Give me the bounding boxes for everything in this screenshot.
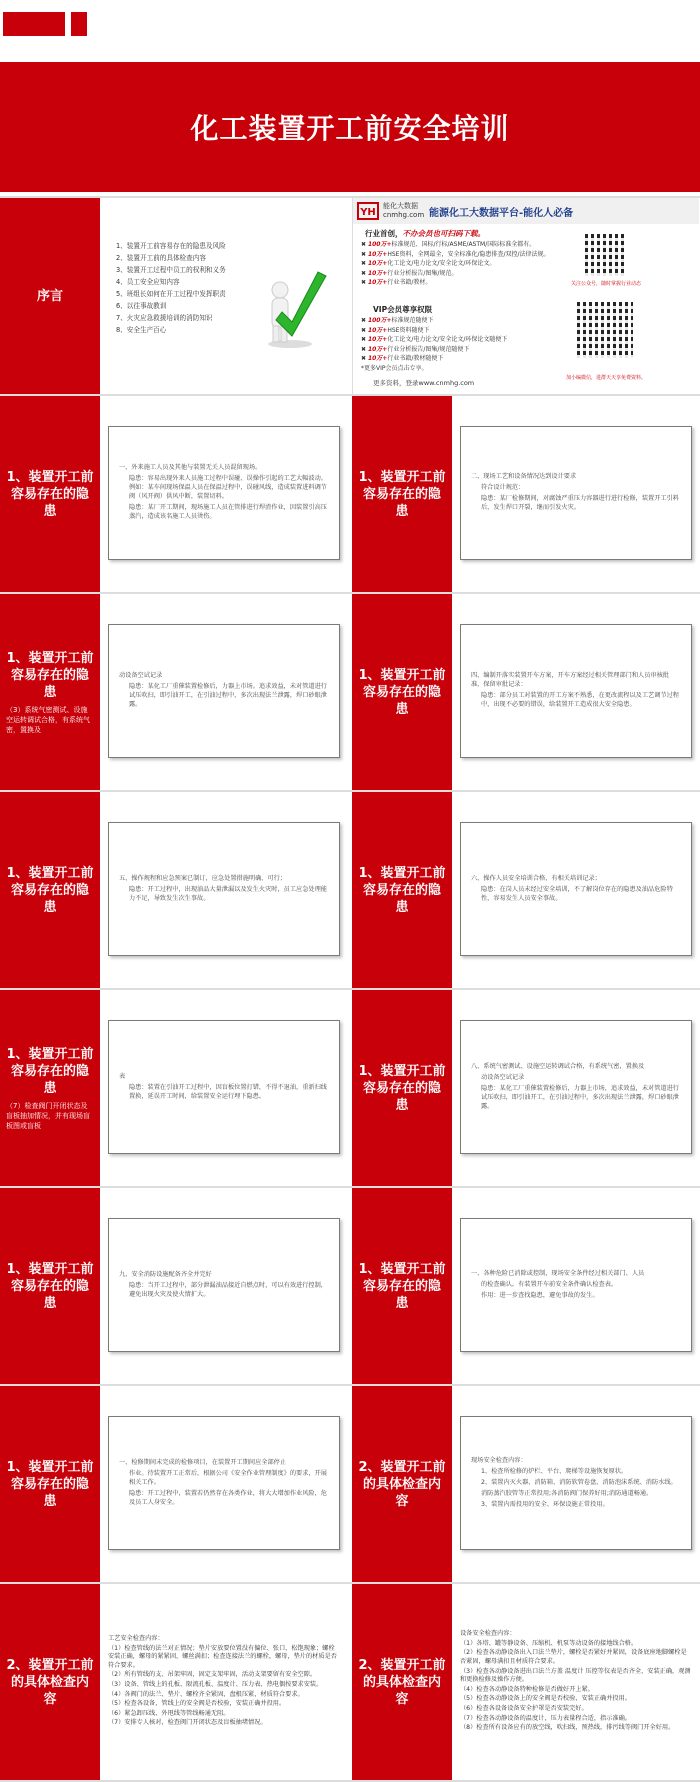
- slide-line: 隐患：某厂检修期间，对腐蚀严重压力容器进行进行检修，装置开工引料后，发生焊口开裂，继而引发火灾。: [481, 495, 679, 511]
- slide: [0, 1584, 348, 1780]
- slide-line: 作用：进一步查找隐患，避免事故的发生。: [481, 1291, 599, 1299]
- slide-card: [108, 1020, 340, 1154]
- slide: [0, 990, 348, 1186]
- slide-sidebar: [0, 396, 100, 592]
- slide-line: 六、操作人员安全培训合格，有相关培训记录；: [471, 874, 601, 882]
- slide-heading: 1、装置开工前容易存在的隐患: [6, 1261, 94, 1311]
- cover-accent-block-small: [71, 12, 87, 36]
- slide-card: [460, 822, 692, 956]
- slide-card: [460, 1020, 692, 1154]
- slide: [352, 1386, 700, 1582]
- ad-feature-count: 10万+: [367, 279, 388, 287]
- slide-line: （4）检查各动静设备特种检修是否做好开上紧。: [460, 1685, 594, 1693]
- slide: [0, 396, 348, 592]
- ad-lead-a: 行业首创，: [365, 229, 403, 238]
- slide-line: 八、系统气密测试、设施空运转调试合格，有系统气密，置换及: [471, 1062, 645, 1070]
- vip-item: ✖ 10万+化工论文/电力论文/安全论文/环保论文随便下: [361, 336, 508, 344]
- ad-feature-count: 100万+: [367, 241, 392, 248]
- slide-sidebar: [0, 990, 100, 1186]
- slide-card: [108, 1416, 340, 1550]
- slide-heading: 1、装置开工前容易存在的隐患: [358, 1063, 446, 1113]
- vip-text: 行业书籍/教材随便下: [387, 355, 444, 363]
- slide-sidebar: [352, 396, 452, 592]
- slide-card: [108, 1218, 340, 1352]
- slide-line: （8）检查所有设备应有的放空线，吹扫线，预热线，排污线等阀门开全好用。: [460, 1724, 675, 1732]
- slide-line: （6）紧急卸压线、外甩线等管线畅通无阻。: [108, 1709, 230, 1717]
- slide: [0, 1386, 348, 1582]
- toc-item: 4、员工安全应知内容: [116, 278, 180, 286]
- slide-line: 消防蒸汽胶管等正常投用;各消防阀门保养好用;消防通道畅通。: [481, 1489, 653, 1497]
- slide-line: （4）各阀门的法兰、垫片、螺栓齐全紧固，盘根压紧，材质符合要求。: [108, 1690, 304, 1698]
- slide-heading: 2、装置开工前的具体检查内容: [358, 1657, 446, 1707]
- platform-title: 能源化工大数据平台-能化人必备: [429, 208, 574, 219]
- slide: [0, 1188, 348, 1384]
- ad-lead-b: 不办会员也可扫码下载。: [402, 229, 485, 238]
- slide-line: 符合设计规范：: [481, 484, 525, 491]
- vip-count: 10万+: [367, 345, 388, 353]
- brand-name: 能化大数据: [383, 202, 418, 210]
- cover-accent-block: [3, 12, 65, 36]
- slide-heading: 2、装置开工前的具体检查内容: [6, 1657, 94, 1707]
- slide-sidebar: [0, 1386, 100, 1582]
- slide-line: （7）检查各动静设备的温度计，压力表量程合适，指示准确。: [460, 1714, 631, 1722]
- slide-line: 隐患：在岗人员未经过安全培训，不了解岗位存在的隐患及油品危险特性，容易发生人员安全事故。: [481, 885, 673, 902]
- slide-card: [460, 426, 692, 560]
- slide: [0, 594, 348, 790]
- vip-heading: VIP会员尊享权限: [373, 305, 433, 314]
- slide-heading: 2、装置开工前的具体检查内容: [358, 1459, 446, 1509]
- slide-line: （5）检查各设备，管线上的安全阀是否校验，安装正确并投用。: [108, 1700, 286, 1708]
- slide-sidebar: [352, 990, 452, 1186]
- slide-body: [108, 1594, 340, 1770]
- slide-line: 隐患：某厂开工期间，现场施工人员在管排进行焊渣作业，因装置引高压蒸汽，造成该名施工人员烫伤。: [129, 504, 327, 520]
- ad-feature: ✖ 100万+标准规范、国标/行标/ASME/ASTM/国际标准全都有。: [361, 241, 536, 248]
- slide-body: [460, 1594, 692, 1770]
- slide-line: 九、安全消防设施配备齐全并完好: [119, 1270, 212, 1278]
- slide-line: 隐患：装置在引油开工过程中，因盲板位置打错，不得不退油，重新扫线置换，延误开工时间，给装置安全运行埋下隐患。: [129, 1083, 327, 1100]
- toc-item: 7、火灾应急救援培训的消防知识: [116, 314, 213, 322]
- slide-sidebar: [352, 792, 452, 988]
- slide-sidebar: [352, 1188, 452, 1384]
- slide-card: [460, 1218, 692, 1352]
- slide-line: 现场安全检查内容：: [471, 1456, 527, 1464]
- slide-sidebar: [0, 594, 100, 790]
- vip-item: ✖ 100万+标准规范随便下: [361, 317, 434, 324]
- brand-logo: YH: [357, 202, 379, 220]
- slide: [352, 792, 700, 988]
- vip-text: 行业分析报告/图集/规范随便下: [387, 345, 470, 353]
- slide-sidebar: [0, 1584, 100, 1780]
- slide-card: [108, 624, 340, 758]
- slide: [352, 990, 700, 1186]
- slide-line: 工艺安全检查内容：: [108, 1635, 164, 1643]
- ad-feature-text: 化工论文/电力论文/安全论文/环保论文。: [387, 260, 496, 268]
- vip-list: [361, 316, 581, 374]
- slide-sidebar: [0, 198, 100, 394]
- checkmark-figure-icon: [262, 262, 332, 352]
- slide-heading: 1、装置开工前容易存在的隐患: [358, 469, 446, 519]
- slide-sidebar: [352, 1386, 452, 1582]
- ad-feature-count: 10万+: [367, 260, 388, 268]
- slide-card: [108, 822, 340, 956]
- slide-line: （1）各塔、罐等静设备、压缩机、机泵等动设备的接地线合格。: [460, 1639, 638, 1647]
- vip-item: ✖ 10万+行业分析报告/图集/规范随便下: [361, 345, 470, 353]
- slide-line: 动设备空试记录: [481, 1073, 525, 1081]
- vip-count: 10万+: [367, 326, 388, 334]
- slide-subtitle: （3）系统气密测试、设施空运转调试合格，有系统气密，置换及: [6, 705, 90, 734]
- ad-feature-text: HSE资料，全网最全，安全标准化/隐患排查/双控/法律法规。: [387, 250, 550, 258]
- ad-feature-count: 10万+: [367, 269, 388, 277]
- slide-line: （2）所有管线的支、吊架牢固，固定支架牢固，活动支架要留有安全空隙。: [108, 1671, 317, 1679]
- slide-line: （7）安排专人核对，检查阀门开闭状态及盲板抽堵情况。: [108, 1719, 267, 1727]
- slide-line: 3、装置内需投用的安全、环保设施正常投用。: [481, 1500, 609, 1508]
- ad-feature-text: 标准规范、国标/行标/ASME/ASTM/国际标准全都有。: [391, 241, 536, 248]
- slide-line: 隐患：开工过程中，装置若仍然存在各类作业，将大大增加作业风险，危及员工人身安全。: [129, 1489, 327, 1506]
- slide-line: 二、现场工艺和设备情况达到设计要求: [471, 473, 577, 480]
- slide-heading: 1、装置开工前容易存在的隐患: [6, 469, 94, 519]
- slide-line: 表: [119, 1072, 126, 1080]
- slide-subtitle: （7）检查阀门开闭状态及盲板抽加情况，并有现场盲板图或盲板: [6, 1101, 90, 1130]
- ad-panel: [352, 198, 700, 394]
- slide: [352, 1584, 700, 1780]
- slide-line: 隐患：开工过程中，出现油品大量泄漏以及发生火灾时，员工应急处理能力不足，导致发生次生事故。: [129, 885, 327, 902]
- slide-heading: 1、装置开工前容易存在的隐患: [358, 1261, 446, 1311]
- toc-item: 5、班组长如何在开工过程中发挥职责: [116, 290, 226, 298]
- slide-card: [108, 426, 340, 560]
- vip-text: HSE资料随便下: [387, 326, 430, 334]
- ad-feature-text: 行业书籍/教材。: [387, 279, 432, 287]
- slide-sidebar: [352, 1584, 452, 1780]
- vip-note: *更多VIP会员点击专享。: [361, 364, 428, 372]
- slide-heading: 序言: [36, 288, 63, 304]
- vip-text: 标准规范随便下: [391, 317, 434, 324]
- slide-card: [460, 624, 692, 758]
- slide-line: 设备安全检查内容：: [460, 1630, 516, 1638]
- slide-line: 一、检修期间未完成的检修项目，在装置开工期间应全部停止: [119, 1458, 287, 1466]
- slide-line: （3）检查各动静设备进出口法兰方盖 温度计 压控等仪表是否齐全、安装正确，观测和更换检修及操作方便。: [460, 1667, 691, 1684]
- qr-caption: 加小编微信，进群天天享免费资料。: [565, 375, 646, 381]
- more-info-link[interactable]: 更多资料，登录www.cnmhg.com: [373, 379, 475, 387]
- toc-list: [116, 240, 256, 336]
- slide-line: 五、操作规程和应急预案已制订，应急处置措施明确、可行；: [119, 874, 287, 882]
- ad-feature: ✖ 10万+行业分析报告/图集/规范。: [361, 269, 458, 277]
- qr-code-icon: [577, 302, 633, 358]
- vip-count: 10万+: [367, 355, 388, 363]
- slide-line: （6）检查各设备设备安全护罩是否安装完好。: [460, 1704, 588, 1712]
- toc-item: 6、以往事故教训: [116, 302, 167, 310]
- slide-line: （3）设备、管线上的孔板、限流孔板、温度计、压力表、热电偶按要求安装。: [108, 1681, 323, 1688]
- page-title: 化工装置开工前安全培训: [190, 112, 510, 145]
- vip-item: ✖ 10万+行业书籍/教材随便下: [361, 355, 444, 363]
- slide-heading: 1、装置开工前容易存在的隐患: [6, 650, 94, 700]
- slide-line: 动设备空试记录: [119, 672, 163, 679]
- slide-sidebar: [352, 594, 452, 790]
- slide-line: 四、编制开落实装置开车方案，开车方案经过相关管理部门和人员审核批准，保留审批记录：: [471, 672, 669, 688]
- ad-feature-count: 10万+: [367, 250, 388, 258]
- ad-feature: ✖ 10万+化工论文/电力论文/安全论文/环保论文。: [361, 260, 496, 268]
- slide: [352, 594, 700, 790]
- slide-intro: [0, 198, 348, 394]
- slide-heading: 1、装置开工前容易存在的隐患: [6, 865, 94, 915]
- slide-line: 隐患：容易出现外来人员施工过程中误碰、误操作引起的工艺大幅波动。例如：某车间现场保温人员在保温过程中，误碰风线，造成装置进料调节阀（风开阀）供风中断，装置切料。: [129, 475, 327, 500]
- ad-feature: ✖ 10万+HSE资料，全网最全，安全标准化/隐患排查/双控/法律法规。: [361, 250, 550, 258]
- slide-sidebar: [0, 1188, 100, 1384]
- ad-feature: ✖ 10万+行业书籍/教材。: [361, 279, 432, 287]
- vip-count: 100万+: [367, 317, 392, 324]
- toc-item: 8、安全生产百心: [116, 326, 167, 334]
- slide: [352, 396, 700, 592]
- slide-line: 2、装置内灭火器、消防箱、消防软管卷盘、消防泡沫系统、消防水线。: [481, 1478, 677, 1486]
- slide-line: 作业。待装置开工正常后，根据公司《安全作业管理制度》的要求，开展相关工作。: [129, 1469, 327, 1486]
- vip-item: ✖ 10万+HSE资料随便下: [361, 326, 430, 334]
- qr-caption: 关注公众号，随时掌握行业动态: [570, 281, 641, 287]
- slide-line: （2）检查各动静设备出入口法兰垫片，螺栓是否紧好并紧固，设备底座地脚螺栓是否紧固，螺母满扣且材质符合要求。: [460, 1649, 687, 1666]
- slide-heading: 1、装置开工前容易存在的隐患: [6, 1459, 94, 1509]
- slide-sidebar: [0, 792, 100, 988]
- slide-line: 1、检查所检修的炉栏、平台、爬梯等设施恢复原状。: [481, 1467, 628, 1475]
- slide-line: 隐患：某化工厂重催装置检修后，力器上市场，追求效益，未对管道进行试压吹扫，即引油开工，在引油过程中，多次出现法兰泄露，焊口砂眼泄露。: [481, 1084, 679, 1110]
- toc-item: 1、装置开工前容易存在的隐患及风险: [116, 242, 226, 250]
- slide: [352, 1188, 700, 1384]
- slide-heading: 1、装置开工前容易存在的隐患: [358, 667, 446, 717]
- ad-feature-list: [361, 240, 581, 288]
- slide-line: （5）检查各动静设备上的安全阀是否校验，安装正确并投用。: [460, 1695, 631, 1703]
- slide-line: 一、外来施工人员及其他与装置无关人员混留现场。: [119, 464, 262, 471]
- toc-item: 2、装置开工前的具体检查内容: [116, 254, 206, 262]
- slide-line: 的检查确认。有装置开车前安全条件确认检查表。: [481, 1280, 618, 1288]
- brand-domain: cnmhg.com: [383, 211, 425, 219]
- slide-line: 隐患：部分员工对装置的开工方案不熟悉，在更改流程以及工艺调节过程中，出现不必要的错误，给装置开工造成很大安全隐患。: [481, 692, 679, 708]
- ad-feature-text: 行业分析报告/图集/规范。: [387, 269, 458, 277]
- slide-line: 隐患：当开工过程中，部分泄漏油品接近自燃点时，可以有效进行控制，避免出现火灾及使火情扩大。: [129, 1281, 327, 1298]
- slide-card: [460, 1416, 692, 1550]
- slide-heading: 1、装置开工前容易存在的隐患: [6, 1046, 94, 1096]
- slide-line: 一、各种危险已消除或控制，现场安全条件经过相关部门、人员: [471, 1269, 645, 1277]
- slide-line: 隐患：某化工厂重催装置检修后，力器上市场。追求效益，未对管道进行试压吹扫，即引油开工，在引油过程中，多次出现法兰泄露，焊口砂眼泄露。: [129, 683, 327, 708]
- slide: [0, 792, 348, 988]
- qr-code-icon: [585, 234, 627, 276]
- ad-lead: [365, 228, 485, 239]
- slide-heading: 1、装置开工前容易存在的隐患: [358, 865, 446, 915]
- vip-text: 化工论文/电力论文/安全论文/环保论文随便下: [387, 336, 508, 344]
- slide-line: （1）检查管线的法兰对正情况；垫片安放要位置没有偏位、张口，松饱现象；螺栓安装正确，螺母的紧紧固，螺丝满扣；检查连接法兰的螺栓，螺母，垫片的材质是否符合要求。: [108, 1644, 337, 1669]
- toc-item: 3、装置开工过程中员工的权利和义务: [116, 266, 226, 274]
- vip-count: 10万+: [367, 336, 388, 344]
